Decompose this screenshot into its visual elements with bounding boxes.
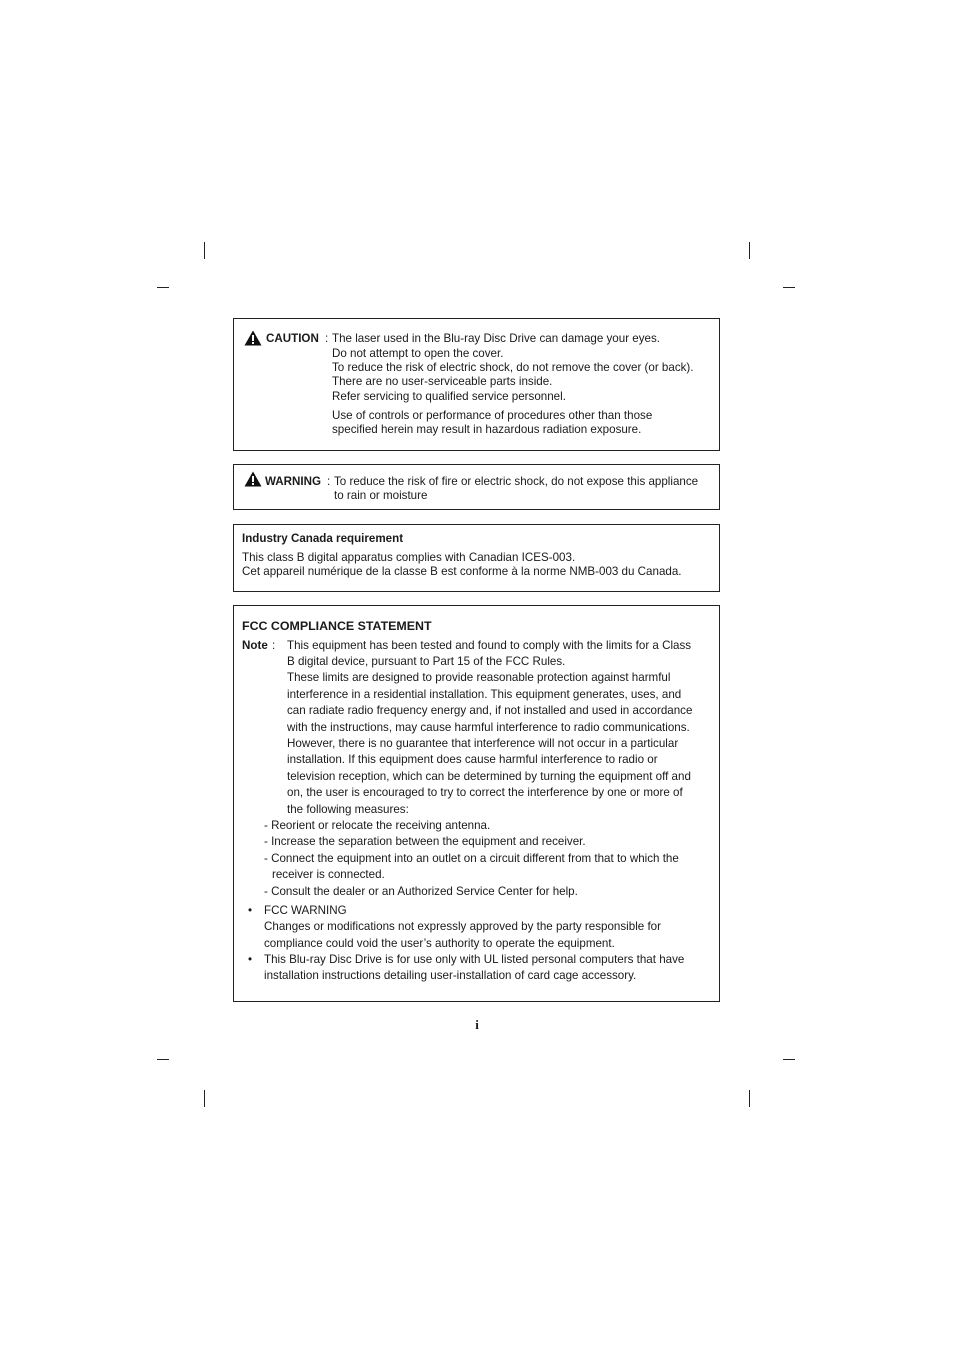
crop-mark bbox=[204, 242, 205, 259]
caution-separator: : bbox=[325, 332, 329, 345]
measure-item: - Consult the dealer or an Authorized Service Center for help. bbox=[264, 885, 578, 898]
caution-line: The laser used in the Blu-ray Disc Drive can damage your eyes. bbox=[332, 332, 660, 345]
note-line: on, the user is encouraged to try to correct the interference by one or more of bbox=[287, 786, 683, 799]
crop-mark bbox=[749, 242, 750, 259]
note-line: installation. If this equipment does cause harmful interference to radio or bbox=[287, 753, 658, 766]
note-line: These limits are designed to provide reasonable protection against harmful bbox=[287, 671, 671, 684]
note-line: television reception, which can be determined by turning the equipment off and bbox=[287, 770, 691, 783]
caution-line: There are no user-serviceable parts inside. bbox=[332, 375, 553, 388]
note-line: B digital device, pursuant to Part 15 of the FCC Rules. bbox=[287, 655, 566, 668]
caution-line: Use of controls or performance of procedures other than those bbox=[332, 409, 653, 422]
industry-canada-box bbox=[233, 524, 720, 592]
bullet: • bbox=[248, 904, 253, 917]
canada-line: Cet appareil numérique de la classe B est conforme à la norme NMB-003 du Canada. bbox=[242, 565, 682, 578]
warning-box bbox=[233, 464, 720, 510]
bullet: • bbox=[248, 953, 253, 966]
crop-mark bbox=[157, 287, 169, 288]
crop-mark bbox=[749, 1090, 750, 1107]
crop-mark bbox=[204, 1090, 205, 1107]
fcc-title: FCC COMPLIANCE STATEMENT bbox=[242, 619, 432, 633]
measure-item-continued: receiver is connected. bbox=[272, 868, 385, 881]
page-number: i bbox=[475, 1017, 479, 1032]
ul-listed-line: installation instructions detailing user-installation of card cage accessory. bbox=[264, 969, 637, 982]
measure-item: - Connect the equipment into an outlet on a circuit different from that to which the bbox=[264, 852, 679, 865]
fcc-warning-heading: FCC WARNING bbox=[264, 904, 347, 917]
note-line: the following measures: bbox=[287, 803, 409, 816]
caution-box bbox=[233, 318, 720, 451]
caution-line: To reduce the risk of electric shock, do not remove the cover (or back). bbox=[332, 361, 694, 374]
caution-line: specified herein may result in hazardous radiation exposure. bbox=[332, 423, 642, 436]
warning-label: WARNING bbox=[265, 475, 322, 488]
ul-listed-line: This Blu-ray Disc Drive is for use only with UL listed personal computers that have bbox=[264, 953, 685, 966]
fcc-warning-line: Changes or modifications not expressly approved by the party responsible for bbox=[264, 920, 661, 933]
note-line: can radiate radio frequency energy and, if not installed and used in accordance bbox=[287, 704, 693, 717]
note-line: This equipment has been tested and found to comply with the limits for a Class bbox=[287, 639, 692, 652]
warning-line: To reduce the risk of fire or electric shock, do not expose this appliance bbox=[334, 475, 699, 488]
crop-mark bbox=[783, 287, 795, 288]
fcc-warning-line: compliance could void the user’s authority to operate the equipment. bbox=[264, 937, 615, 950]
warning-triangle-icon bbox=[244, 471, 262, 487]
crop-mark bbox=[783, 1059, 795, 1060]
note-label: Note bbox=[242, 639, 268, 652]
note-separator: : bbox=[272, 639, 276, 652]
fcc-compliance-box bbox=[233, 605, 720, 1002]
note-line: However, there is no guarantee that interference will not occur in a particular bbox=[287, 737, 679, 750]
crop-mark bbox=[157, 1059, 169, 1060]
canada-title: Industry Canada requirement bbox=[242, 532, 404, 545]
warning-separator: : bbox=[327, 475, 331, 488]
caution-line: Refer servicing to qualified service personnel. bbox=[332, 390, 566, 403]
measure-item: - Increase the separation between the equipment and receiver. bbox=[264, 835, 586, 848]
warning-line: to rain or moisture bbox=[334, 489, 428, 502]
note-line: with the instructions, may cause harmful interference to radio communications. bbox=[287, 721, 690, 734]
canada-line: This class B digital apparatus complies with Canadian ICES-003. bbox=[242, 551, 576, 564]
warning-triangle-icon bbox=[244, 330, 262, 346]
caution-line: Do not attempt to open the cover. bbox=[332, 347, 504, 360]
note-line: interference in a residential installation. This equipment generates, uses, and bbox=[287, 688, 682, 701]
measure-item: - Reorient or relocate the receiving antenna. bbox=[264, 819, 491, 832]
caution-label: CAUTION bbox=[266, 332, 319, 345]
